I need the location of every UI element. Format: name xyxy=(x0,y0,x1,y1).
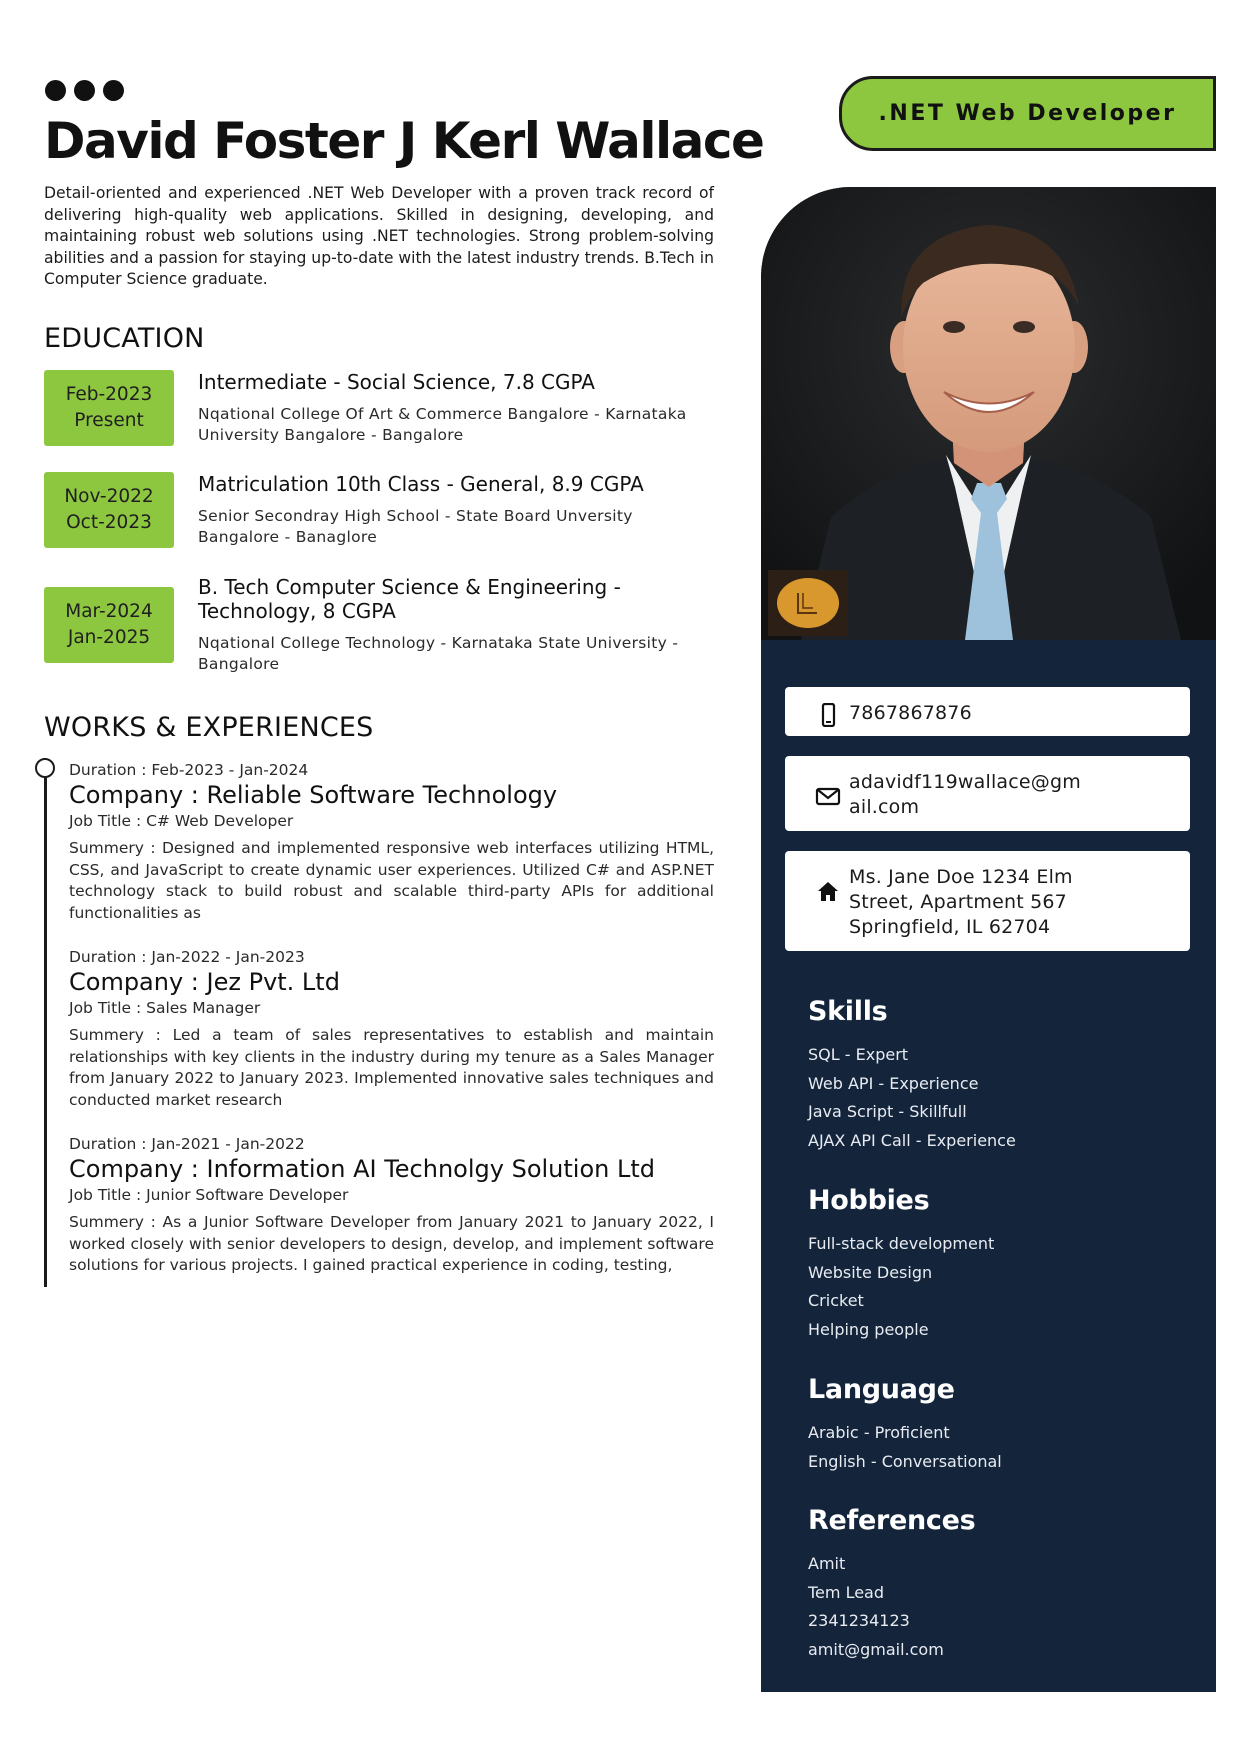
contact-phone xyxy=(785,687,1190,736)
dot xyxy=(74,80,95,101)
date-from: Mar-2024 xyxy=(65,601,153,622)
address-line: Street, Apartment 567 xyxy=(849,891,1067,913)
education-body xyxy=(198,472,714,548)
address-line: Ms. Jane Doe 1234 Elm xyxy=(849,866,1073,888)
work-duration: Duration : Jan-2022 - Jan-2023 xyxy=(69,948,305,966)
address-line: Springfield, IL 62704 xyxy=(849,916,1051,938)
reference-phone: 2341234123 xyxy=(808,1611,910,1631)
logo-emblem xyxy=(777,578,839,628)
work-item xyxy=(69,760,714,924)
hobby-item: Website Design xyxy=(808,1262,933,1282)
phone-icon xyxy=(815,703,841,727)
date-to: Oct-2023 xyxy=(66,512,152,533)
education-heading: EDUCATION xyxy=(44,323,205,354)
education-date-badge xyxy=(44,587,174,663)
hobby-item: Cricket xyxy=(808,1291,864,1311)
envelope-icon xyxy=(815,784,841,808)
hobby-item: Helping people xyxy=(808,1320,929,1340)
contact-address xyxy=(785,851,1190,951)
references-heading: References xyxy=(808,1505,976,1536)
work-duration: Duration : Jan-2021 - Jan-2022 xyxy=(69,1135,305,1153)
role-badge: .NET Web Developer xyxy=(839,76,1216,151)
address-text xyxy=(849,865,1073,940)
hobbies-list xyxy=(808,1230,994,1345)
work-company: Company : Jez Pvt. Ltd xyxy=(69,968,340,996)
dot xyxy=(45,80,66,101)
skills-list xyxy=(808,1041,1016,1156)
work-item xyxy=(69,1134,714,1277)
reference-name: Amit xyxy=(808,1554,846,1573)
works-heading: WORKS & EXPERIENCES xyxy=(44,712,374,743)
decorative-dots xyxy=(45,80,124,101)
language-list xyxy=(808,1419,1002,1476)
education-institution: Nqational College Technology - Karnataka State University - Bangalore xyxy=(198,634,679,673)
email-line: ail.com xyxy=(849,796,920,818)
hobby-item: Full-stack development xyxy=(808,1234,995,1253)
reference-role: Tem Lead xyxy=(808,1582,885,1602)
work-summary: Summery : Designed and implemented responsive web interfaces utilizing HTML, CSS, and JavaScript to create dynamic user experiences. Utilized C# and ASP.NET technology stack to build robust and scalable third-party APIs for additional functionalities as xyxy=(69,839,714,922)
education-body xyxy=(198,575,714,675)
skill-item: SQL - Expert xyxy=(808,1045,909,1064)
contact-email xyxy=(785,756,1190,831)
work-company: Company : Information AI Technolgy Solution Ltd xyxy=(69,1155,655,1183)
work-job-title: Job Title : C# Web Developer xyxy=(69,812,294,830)
education-date-badge xyxy=(44,370,174,446)
education-body xyxy=(198,370,714,446)
education-title: Intermediate - Social Science, 7.8 CGPA xyxy=(198,370,595,394)
work-job-title: Job Title : Sales Manager xyxy=(69,999,261,1017)
date-from: Nov-2022 xyxy=(64,486,154,507)
email-line: adavidf119wallace@gm xyxy=(849,771,1081,793)
references-list xyxy=(808,1550,944,1665)
skill-item: Web API - Experience xyxy=(808,1073,979,1093)
education-institution: Nqational College Of Art & Commerce Bangalore - Karnataka University Bangalore - Bangalore xyxy=(198,405,687,444)
home-icon xyxy=(815,879,841,903)
work-duration: Duration : Feb-2023 - Jan-2024 xyxy=(69,761,309,779)
education-title: B. Tech Computer Science & Engineering - Technology, 8 CGPA xyxy=(198,575,621,623)
logo-mark-icon xyxy=(793,590,823,616)
language-item: Arabic - Proficient xyxy=(808,1423,950,1442)
reference-email: amit@gmail.com xyxy=(808,1640,944,1660)
education-title: Matriculation 10th Class - General, 8.9 CGPA xyxy=(198,472,644,496)
education-date-badge xyxy=(44,472,174,548)
work-summary: Summery : Led a team of sales representatives to establish and maintain relationships with key clients in the industry during my tenure as a Sales Manager from January 2022 to January 2023. Implemented innovative sales techniques and conducted market research xyxy=(69,1026,714,1109)
language-heading: Language xyxy=(808,1374,955,1405)
skill-item: AJAX API Call - Experience xyxy=(808,1131,1016,1151)
skills-heading: Skills xyxy=(808,996,888,1027)
language-item: English - Conversational xyxy=(808,1451,1002,1471)
phone-number: 7867867876 xyxy=(849,702,972,724)
profile-summary: Detail-oriented and experienced .NET Web Developer with a proven track record of delivering high-quality web applications. Skilled in designing, developing, and maintaining robust web solutions using .NET technologies. Strong problem-solving abilities and a passion for staying up-to-date with the latest industry trends. B.Tech in Computer Science graduate. xyxy=(44,184,714,288)
work-job-title: Job Title : Junior Software Developer xyxy=(69,1186,349,1204)
skill-item: Java Script - Skillfull xyxy=(808,1102,967,1122)
dot xyxy=(103,80,124,101)
timeline-dot xyxy=(35,758,55,778)
date-to: Jan-2025 xyxy=(67,627,151,648)
timeline-line xyxy=(44,765,47,1287)
brand-logo xyxy=(768,570,848,636)
hobbies-heading: Hobbies xyxy=(808,1185,930,1216)
date-to: Present xyxy=(74,410,144,431)
email-address xyxy=(849,770,1081,820)
date-from: Feb-2023 xyxy=(65,384,153,405)
work-summary: Summery : As a Junior Software Developer from January 2021 to January 2022, I worked closely with senior developers to design, develop, and implement software solutions for various projects. I gained practical experience in coding, testing, xyxy=(69,1213,714,1274)
candidate-name: David Foster J Kerl Wallace xyxy=(44,112,764,170)
education-institution: Senior Secondray High School - State Board Unversity Bangalore - Banaglore xyxy=(198,507,633,546)
work-company: Company : Reliable Software Technology xyxy=(69,781,558,809)
work-item xyxy=(69,947,714,1111)
